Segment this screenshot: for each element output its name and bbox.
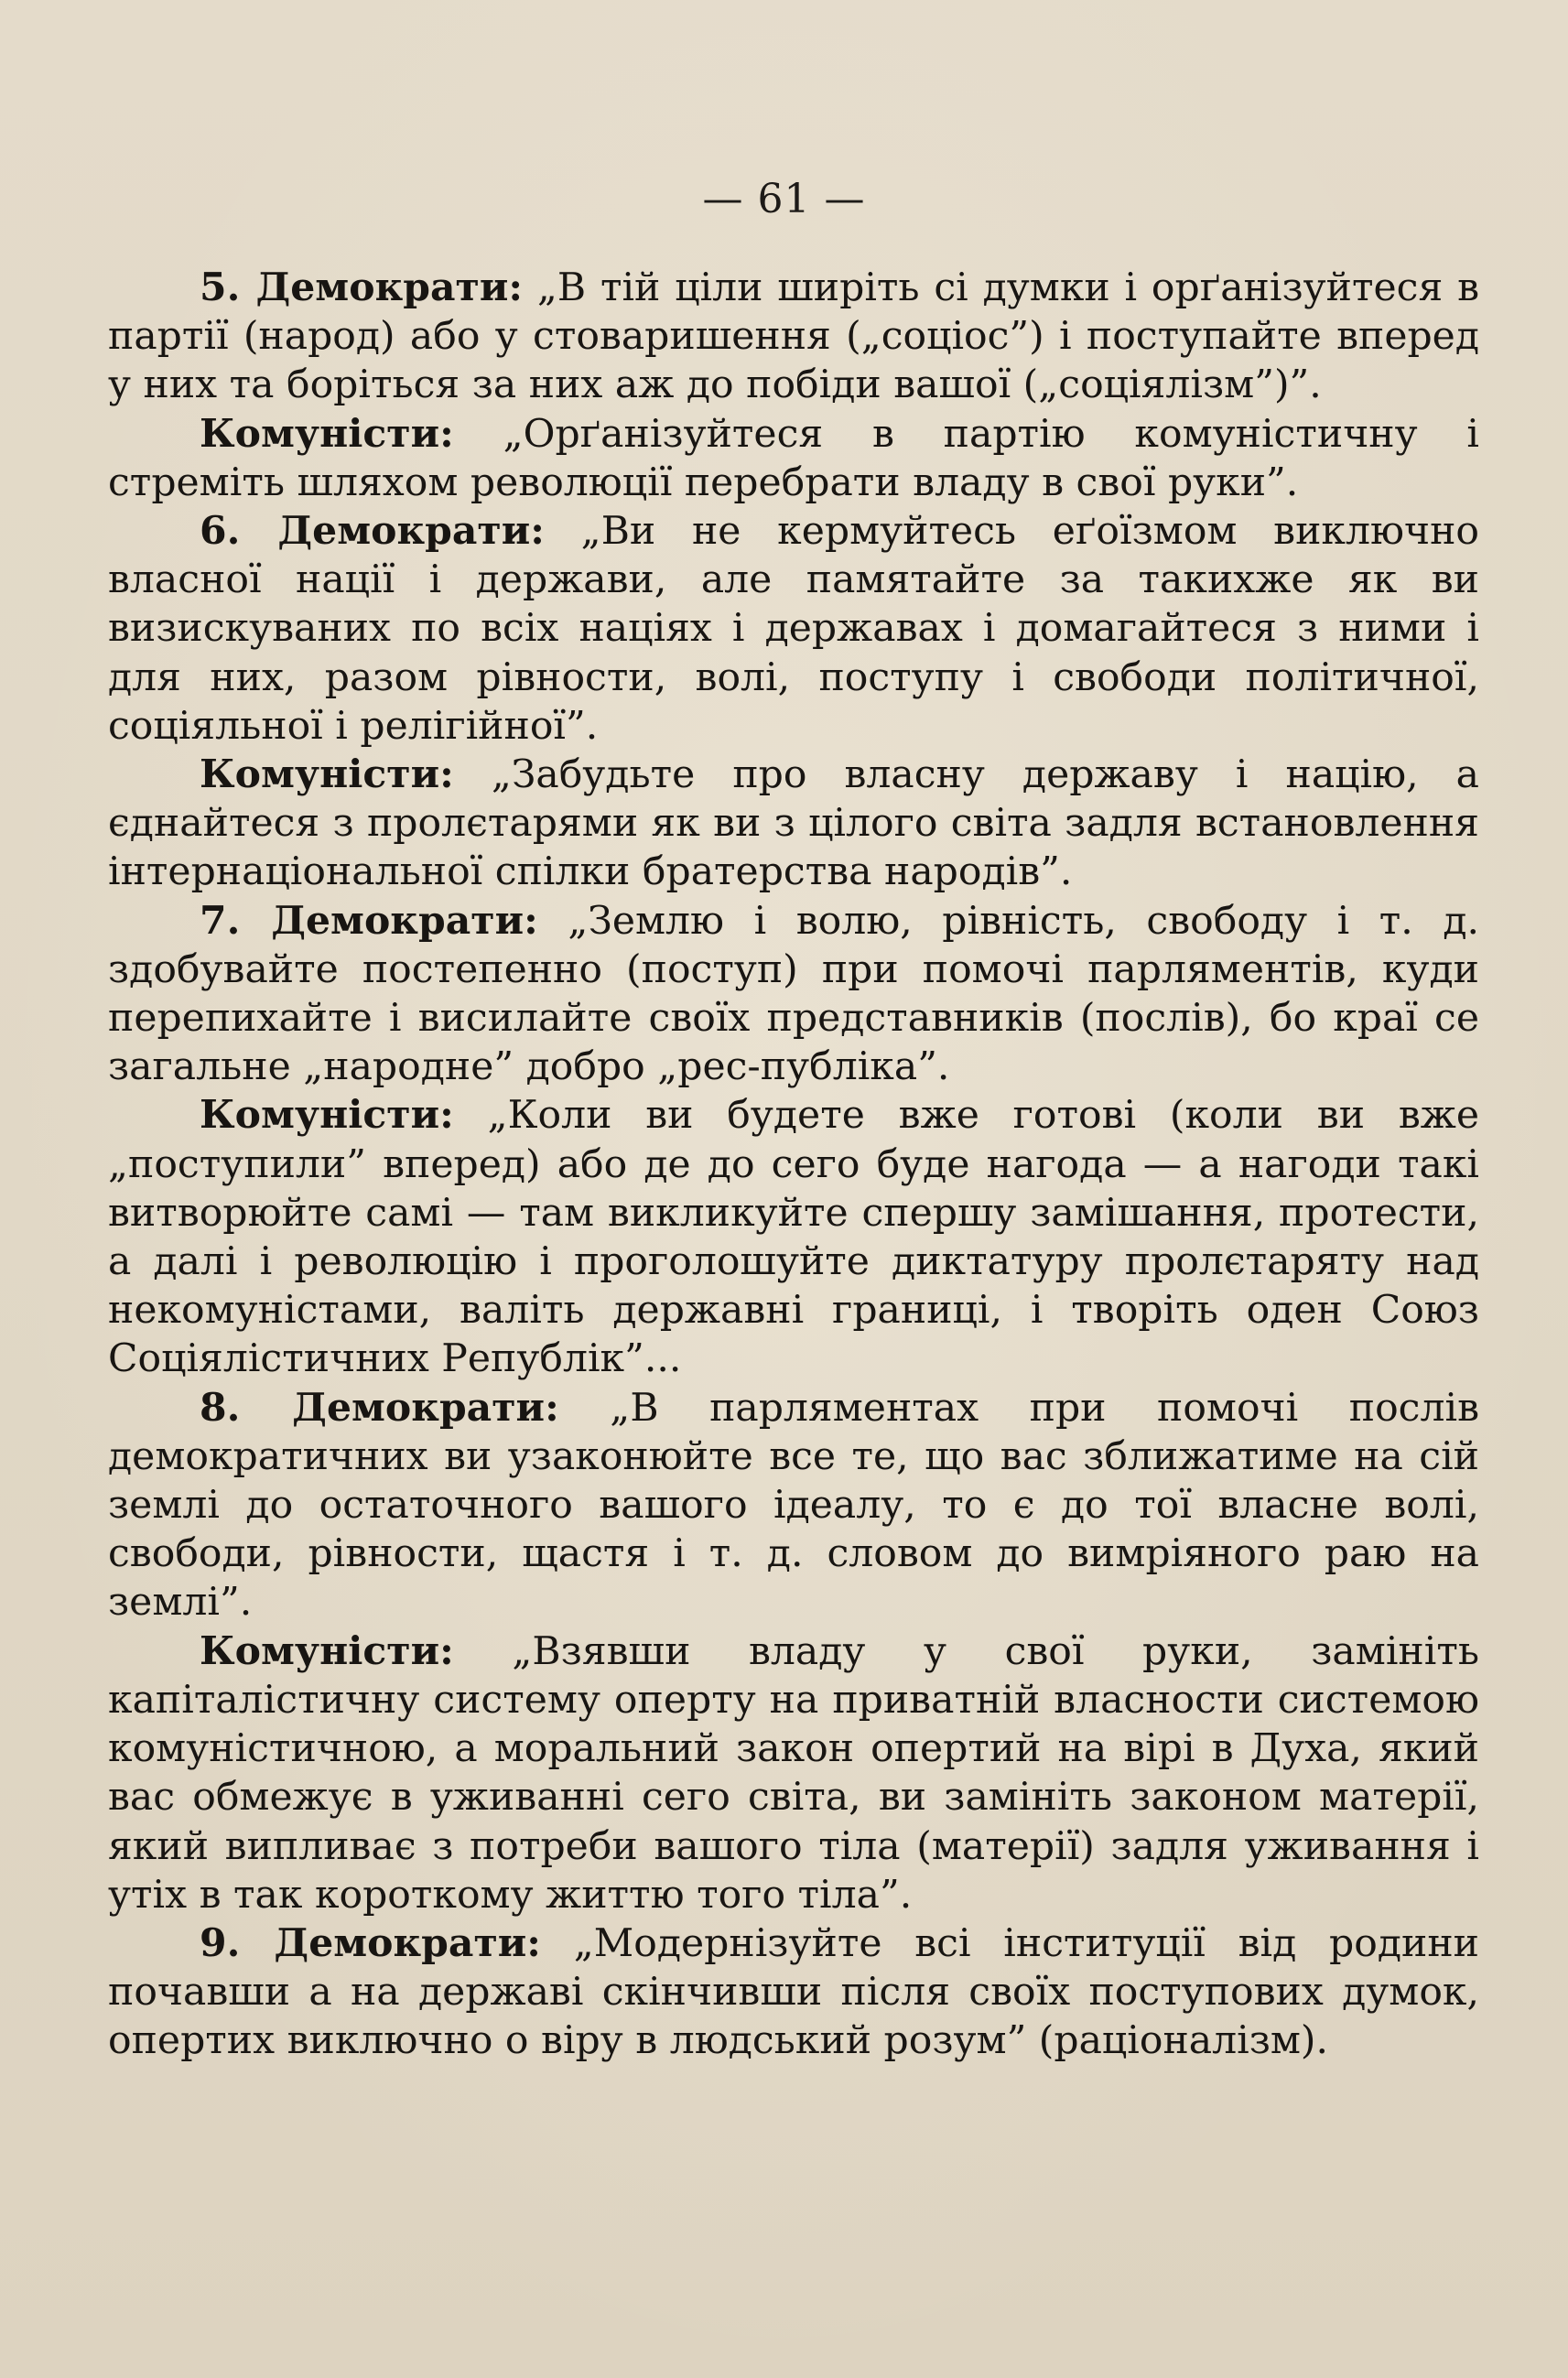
speaker-label: Комуністи: (200, 410, 454, 457)
paragraph-democrats-5 (108, 264, 1479, 410)
speaker-label: 5. Демократи: (200, 265, 524, 310)
speech-text: „Взявши владу у свої руки, замініть капіталістичну систему оперту на приватній власности системою комуністичною, а моральний закон опертий на вірі в Духа, який вас обмежує в уживанні сего світа, ви замініть законом матерії, який випливає з потреби вашого тіла (матерії) задля уживання і утіх в так короткому життю того тіла”. (108, 1628, 1479, 1918)
speaker-label: 9. Демократи: (200, 1919, 541, 1966)
paragraph-democrats-7 (108, 897, 1479, 1092)
paragraph-communists-5 (108, 410, 1479, 507)
speech-text: „Землю і волю, рівність, свободу і т. д. здобувайте постепенно (поступ) при помочі парляментів, куди перепихайте і висилайте своїх представників (послів), бо краї се загальне „народне” добро „рес-публіка”. (108, 898, 1479, 1090)
speaker-label: 7. Демократи: (200, 897, 538, 944)
speech-text: „В тій ціли ширіть сі думки і орґанізуйтеся в партії (народ) або у стоваришення („соціос”) і поступайте вперед у них та боріться за них аж до побіди вашої („соціялізм”)”. (108, 265, 1479, 408)
speech-text: „Модернізуйте всі інституції від родини почавши а на державі скінчивши після своїх поступових думок, опертих виключно о віру в людський розум” (раціоналізм). (108, 1920, 1479, 2064)
paragraph-democrats-8 (108, 1384, 1479, 1627)
paragraph-communists-6 (108, 751, 1479, 897)
paragraph-democrats-9 (108, 1919, 1479, 2066)
paragraph-communists-8 (108, 1627, 1479, 1919)
speech-text: „В парляментах при помочі послів демократичних ви узаконюйте все те, що вас зближатиме на сій землі до остаточного вашого ідеалу, то є до тої власне волі, свободи, рівности, щастя і т. д. словом до вимріяного раю на землі”. (108, 1385, 1480, 1626)
speaker-label: Комуністи: (200, 1627, 454, 1674)
speaker-label: Комуністи: (200, 751, 454, 798)
speaker-label: 6. Демократи: (200, 508, 545, 555)
speech-text: „Коли ви будете вже готові (коли ви вже „поступили” вперед) або де до сего буде нагода — а нагоди такі витворюйте самі — там викликуйте спершу замішання, протести, а далі і революцію і проголошуйте диктатуру пролєтаряту над некомуністами, валіть державні границі, і творіть оден Союз Соціялістичних Републік”... (108, 1093, 1479, 1382)
body-text (108, 264, 1479, 2066)
speech-text: „Орґанізуйтеся в партію комуністичну і стреміть шляхом революції перебрати владу в свої руки”. (108, 411, 1479, 505)
page-number: — 61 — (702, 176, 866, 222)
speaker-label: 8. Демократи: (200, 1384, 559, 1431)
paragraph-democrats-6 (108, 507, 1479, 751)
speech-text: „Забудьте про власну державу і націю, а єднайтеся з пролєтарями як ви з цілого світа задля встановлення інтернаціональної спілки братерства народів”. (108, 752, 1479, 895)
speech-text: „Ви не кермуйтесь еґоїзмом виключно власної нації і держави, але памятайте за такихже як ви визискуваних по всіх націях і державах і домагайтеся з ними і для них, разом рівности, волі, поступу і свободи політичної, соціяльної і релігійної”. (108, 509, 1479, 749)
speaker-label: Комуністи: (200, 1092, 454, 1139)
paragraph-communists-7 (108, 1091, 1479, 1383)
